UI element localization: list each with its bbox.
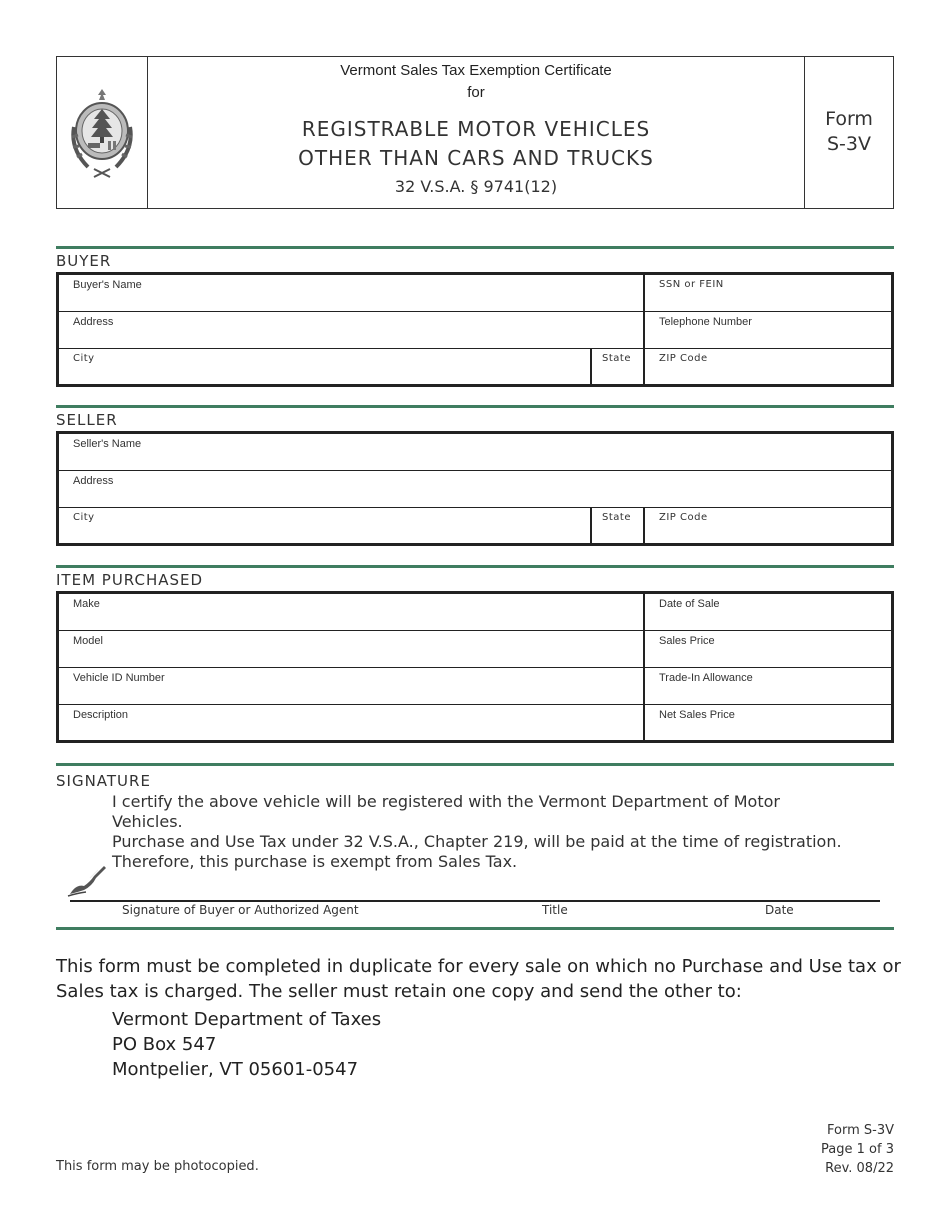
form-number: S-3V: [826, 133, 871, 155]
footer-form-info: [821, 1121, 894, 1178]
seller-city-field[interactable]: [59, 508, 592, 543]
certificate-title: Vermont Sales Tax Exemption Certificate: [340, 62, 612, 79]
buyer-name-label: Buyer's Name: [73, 279, 142, 291]
statute-reference: 32 V.S.A. § 9741(12): [394, 177, 558, 196]
buyer-address-label: Address: [73, 316, 114, 328]
seller-section-title: SELLER: [56, 411, 118, 429]
trade-in-label: Trade-In Allowance: [659, 672, 753, 684]
seller-name-field[interactable]: [59, 434, 891, 471]
buyer-phone-label: Telephone Number: [659, 316, 752, 328]
description-label: Description: [73, 709, 129, 721]
trade-in-field[interactable]: [645, 668, 891, 705]
seller-section-rule: [56, 405, 894, 408]
signature-line[interactable]: [70, 900, 880, 902]
buyer-section-title: BUYER: [56, 252, 112, 270]
buyer-section-rule: [56, 246, 894, 249]
form-id-cell: [804, 57, 893, 208]
footer-page-number: Page 1 of 3: [821, 1142, 894, 1157]
seller-address-field[interactable]: [59, 471, 891, 508]
signature-label: Signature of Buyer or Authorized Agent: [122, 903, 359, 917]
signature-bottom-rule: [56, 927, 894, 930]
footer-revision: Rev. 08/22: [825, 1161, 894, 1176]
pen-signing-icon: [66, 864, 108, 898]
title-cell: [148, 57, 804, 208]
signature-section-rule: [56, 763, 894, 766]
certification-line-1: I certify the above vehicle will be registered with the Vermont Department of Motor Vehicles.: [112, 792, 780, 831]
buyer-state-field[interactable]: [592, 349, 645, 384]
buyer-address-field[interactable]: [59, 312, 645, 349]
seller-fields: [56, 431, 894, 546]
certification-line-2: Purchase and Use Tax under 32 V.S.A., Chapter 219, will be paid at the time of registration.: [112, 832, 842, 851]
seller-address-label: Address: [73, 475, 114, 487]
seller-zip-field[interactable]: [645, 508, 891, 543]
buyer-city-field[interactable]: [59, 349, 592, 384]
buyer-ssn-field[interactable]: [645, 275, 891, 312]
certification-text: [112, 792, 842, 872]
sales-price-label: Sales Price: [659, 635, 715, 647]
title-line-2: OTHER THAN CARS AND TRUCKS: [298, 146, 654, 170]
item-section-title: ITEM PURCHASED: [56, 571, 204, 589]
date-of-sale-field[interactable]: [645, 594, 891, 631]
signature-date-label: Date: [765, 903, 794, 917]
seller-name-label: Seller's Name: [73, 438, 142, 450]
item-section-rule: [56, 565, 894, 568]
mailing-address: [112, 1007, 381, 1082]
item-fields: [56, 591, 894, 743]
page-title: [148, 115, 804, 173]
make-field[interactable]: [59, 594, 645, 631]
photocopy-note: This form may be photocopied.: [56, 1159, 259, 1174]
certificate-for: for: [467, 84, 485, 101]
buyer-fields: [56, 272, 894, 387]
seller-state-field[interactable]: [592, 508, 645, 543]
form-id: [805, 107, 893, 157]
description-field[interactable]: [59, 705, 645, 740]
model-field[interactable]: [59, 631, 645, 668]
vin-label: Vehicle ID Number: [73, 672, 165, 684]
certification-line-3: Therefore, this purchase is exempt from Sales Tax.: [112, 852, 518, 871]
buyer-ssn-label: SSN or FEIN: [659, 279, 724, 290]
buyer-phone-field[interactable]: [645, 312, 891, 349]
buyer-name-field[interactable]: [59, 275, 645, 312]
instructions-text: This form must be completed in duplicate for every sale on which no Purchase and Use tax or Sales tax is charged. The seller must retain one copy and send the other to:: [56, 956, 901, 1002]
seal-cell: [57, 57, 148, 208]
net-sales-price-field[interactable]: [645, 705, 891, 740]
seller-city-label: City: [73, 512, 95, 523]
address-line-2: PO Box 547: [112, 1034, 217, 1055]
address-line-1: Vermont Department of Taxes: [112, 1009, 382, 1030]
footer-form-id: Form S-3V: [827, 1123, 894, 1138]
address-line-3: Montpelier, VT 05601-0547: [112, 1059, 359, 1080]
net-sales-price-label: Net Sales Price: [659, 709, 735, 721]
signature-title-label: Title: [542, 903, 568, 917]
title-line-1: REGISTRABLE MOTOR VEHICLES: [301, 117, 651, 141]
buyer-state-label: State: [602, 353, 631, 364]
vin-field[interactable]: [59, 668, 645, 705]
buyer-zip-field[interactable]: [645, 349, 891, 384]
vermont-state-seal-icon: [64, 87, 140, 179]
date-of-sale-label: Date of Sale: [659, 598, 720, 610]
signature-section-title: SIGNATURE: [56, 772, 151, 790]
sales-price-field[interactable]: [645, 631, 891, 668]
buyer-zip-label: ZIP Code: [659, 353, 708, 364]
form-header: [56, 56, 894, 209]
seller-zip-label: ZIP Code: [659, 512, 708, 523]
form-word: Form: [825, 108, 873, 130]
model-label: Model: [73, 635, 103, 647]
make-label: Make: [73, 598, 100, 610]
buyer-city-label: City: [73, 353, 95, 364]
seller-state-label: State: [602, 512, 631, 523]
